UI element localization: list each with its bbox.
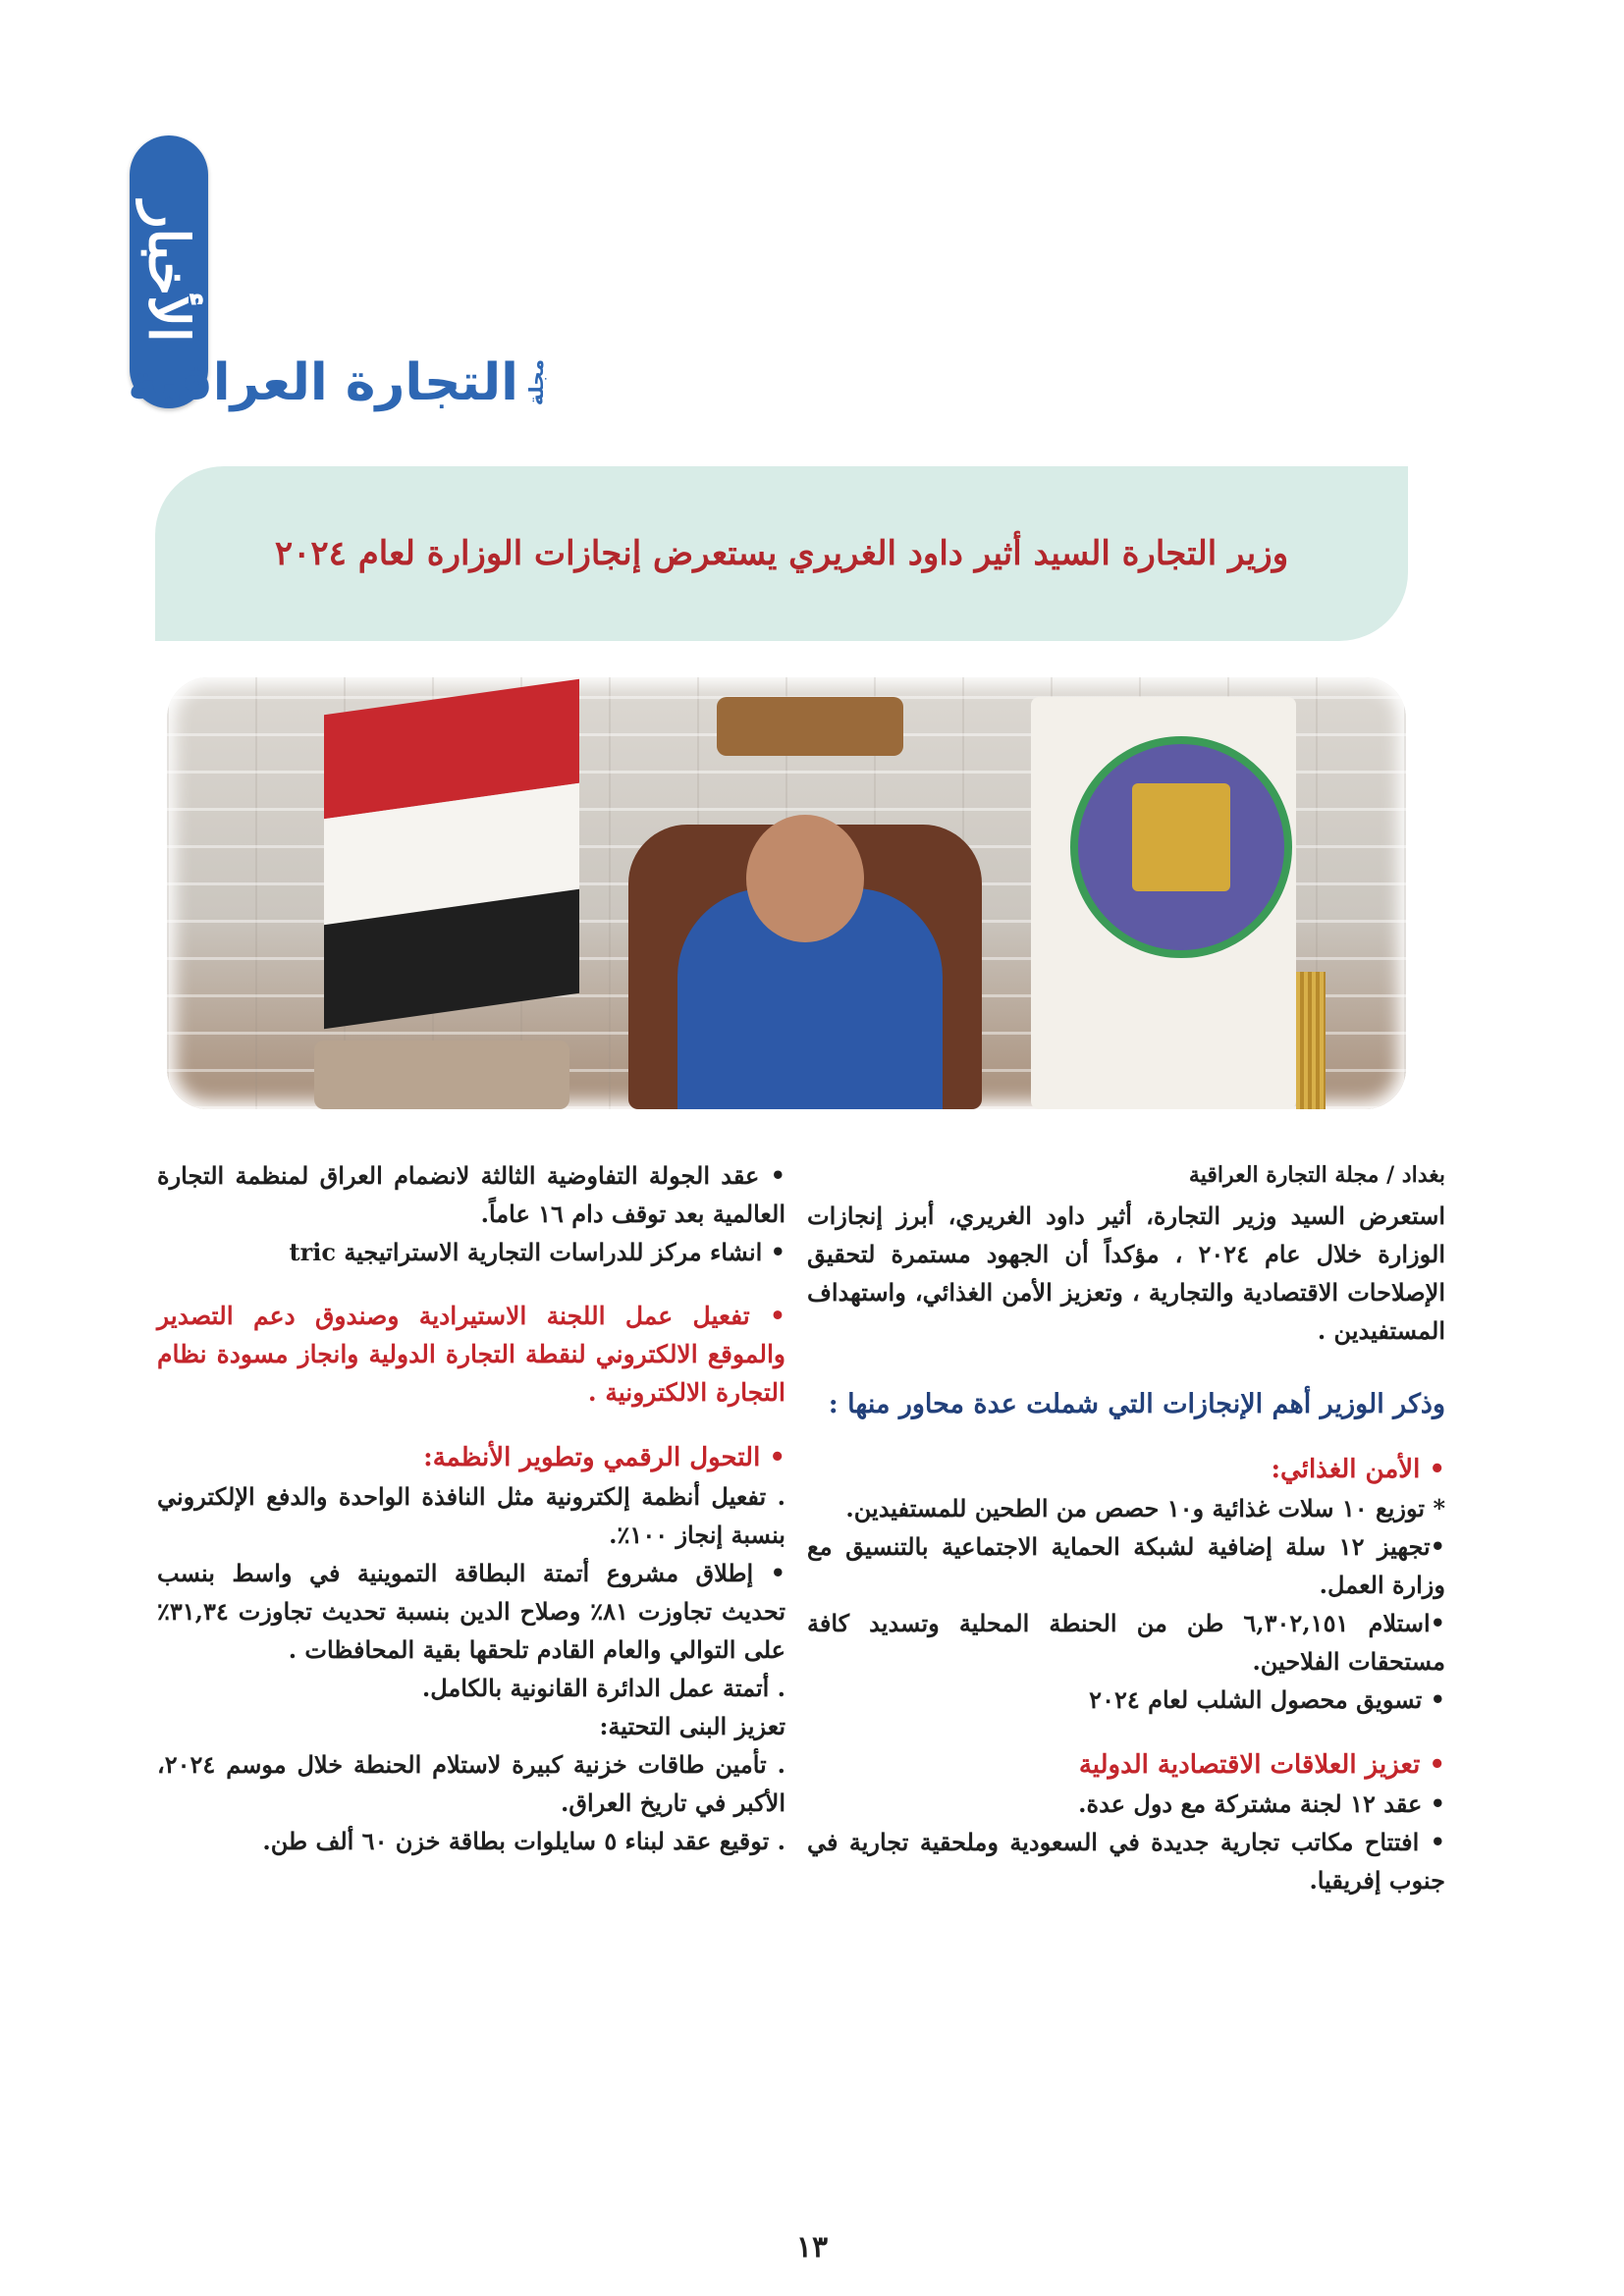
article-photo xyxy=(167,677,1406,1109)
byline: بغداد / مجلة التجارة العراقية xyxy=(1188,1162,1445,1188)
magazine-logo xyxy=(128,348,548,417)
intro-heading: وذكر الوزير أهم الإنجازات التي شملت عدة محاور منها : xyxy=(828,1389,1445,1419)
flag-fringe xyxy=(1296,972,1326,1109)
list-item: . أتمتة عمل الدائرة القانونية بالكامل. xyxy=(421,1674,785,1702)
iraqi-flag xyxy=(324,679,579,1030)
list-item: • تسويق محصول الشلب لعام ٢٠٢٤ xyxy=(1089,1685,1445,1714)
left-column xyxy=(157,1156,785,1860)
list-item: •استلام ٦,٣٠٢,١٥١ طن من الحنطة المحلية وتسديد كافة مستحقات الفلاحين. xyxy=(807,1609,1445,1676)
wall-crest xyxy=(717,697,903,756)
list-item: • إطلاق مشروع أتمتة البطاقة التموينية في واسط بنسب تحديث تجاوزت ٨١٪ وصلاح الدين بنسبة تحديث تجاوزت ٣١,٣٤٪ على التوالي والعام القادم تلحقها بقية المحافظات . xyxy=(157,1559,785,1664)
ministry-emblem xyxy=(1070,736,1292,958)
food-security-heading: • الأمن الغذائي: xyxy=(1271,1455,1445,1484)
list-item: . تأمين طاقات خزنية كبيرة لاستلام الحنطة خلال موسم ٢٠٢٤، الأكبر في تاريخ العراق. xyxy=(157,1750,785,1817)
list-item: • عقد الجولة التفاوضية الثالثة لانضمام العراق لمنظمة التجارة العالمية بعد توقف دام ١٦ عاماً. xyxy=(157,1161,785,1228)
headline-banner xyxy=(155,466,1408,641)
intl-relations-heading: • تعزيز العلاقات الاقتصادية الدولية xyxy=(1078,1750,1445,1780)
right-column xyxy=(807,1156,1445,1899)
page-number: ١٣ xyxy=(795,2230,829,2265)
list-item: •تجهيز ١٢ سلة إضافية لشبكة الحماية الاجتماعية بالتنسيق مع وزارة العمل. xyxy=(807,1532,1445,1599)
minister-head xyxy=(746,815,864,942)
list-item: . تفعيل أنظمة إلكترونية مثل النافذة الواحدة والدفع الإلكتروني بنسبة إنجاز ١٠٠٪. xyxy=(157,1482,785,1549)
section-tab-label: الأخبار xyxy=(136,201,201,343)
logo-brand: التجارة العراقية xyxy=(128,353,518,412)
list-item: • انشاء مركز للدراسات التجارية الاستراتيجية tric xyxy=(289,1238,785,1266)
lead-paragraph: استعرض السيد وزير التجارة، أثير داود الغريري، أبرز إنجازات الوزارة خلال عام ٢٠٢٤ ، مؤكداً أن الجهود مستمرة لتحقيق الإصلاحات الاقتصادية والتجارية ، وتعزيز الأمن الغذائي، واستهداف المستفيدين . xyxy=(807,1201,1445,1345)
list-item: * توزيع ١٠ سلات غذائية و١٠ حصص من الطحين للمستفيدين. xyxy=(845,1494,1445,1522)
list-item: • افتتاح مكاتب تجارية جديدة في السعودية وملحقية تجارية في جنوب إفريقيا. xyxy=(807,1828,1445,1895)
highlight-paragraph: • تفعيل عمل اللجنة الاستيرادية وصندوق دعم التصدير والموقع الالكتروني لنقطة التجارة الدولية وانجاز مسودة نظام التجارة الالكترونية . xyxy=(157,1302,785,1407)
side-table xyxy=(314,1041,569,1109)
list-item: • عقد ١٢ لجنة مشتركة مع دول عدة. xyxy=(1078,1789,1445,1818)
infrastructure-heading: تعزيز البنى التحتية: xyxy=(599,1712,785,1740)
list-item: . توقيع عقد لبناء ٥ سايلوات بطاقة خزن ٦٠ ألف طن. xyxy=(262,1827,785,1855)
digital-heading: • التحول الرقمي وتطوير الأنظمة: xyxy=(423,1443,785,1472)
article-headline: وزير التجارة السيد أثير داود الغريري يستعرض إنجازات الوزارة لعام ٢٠٢٤ xyxy=(274,534,1289,573)
logo-small-word: مجلة xyxy=(524,359,548,406)
